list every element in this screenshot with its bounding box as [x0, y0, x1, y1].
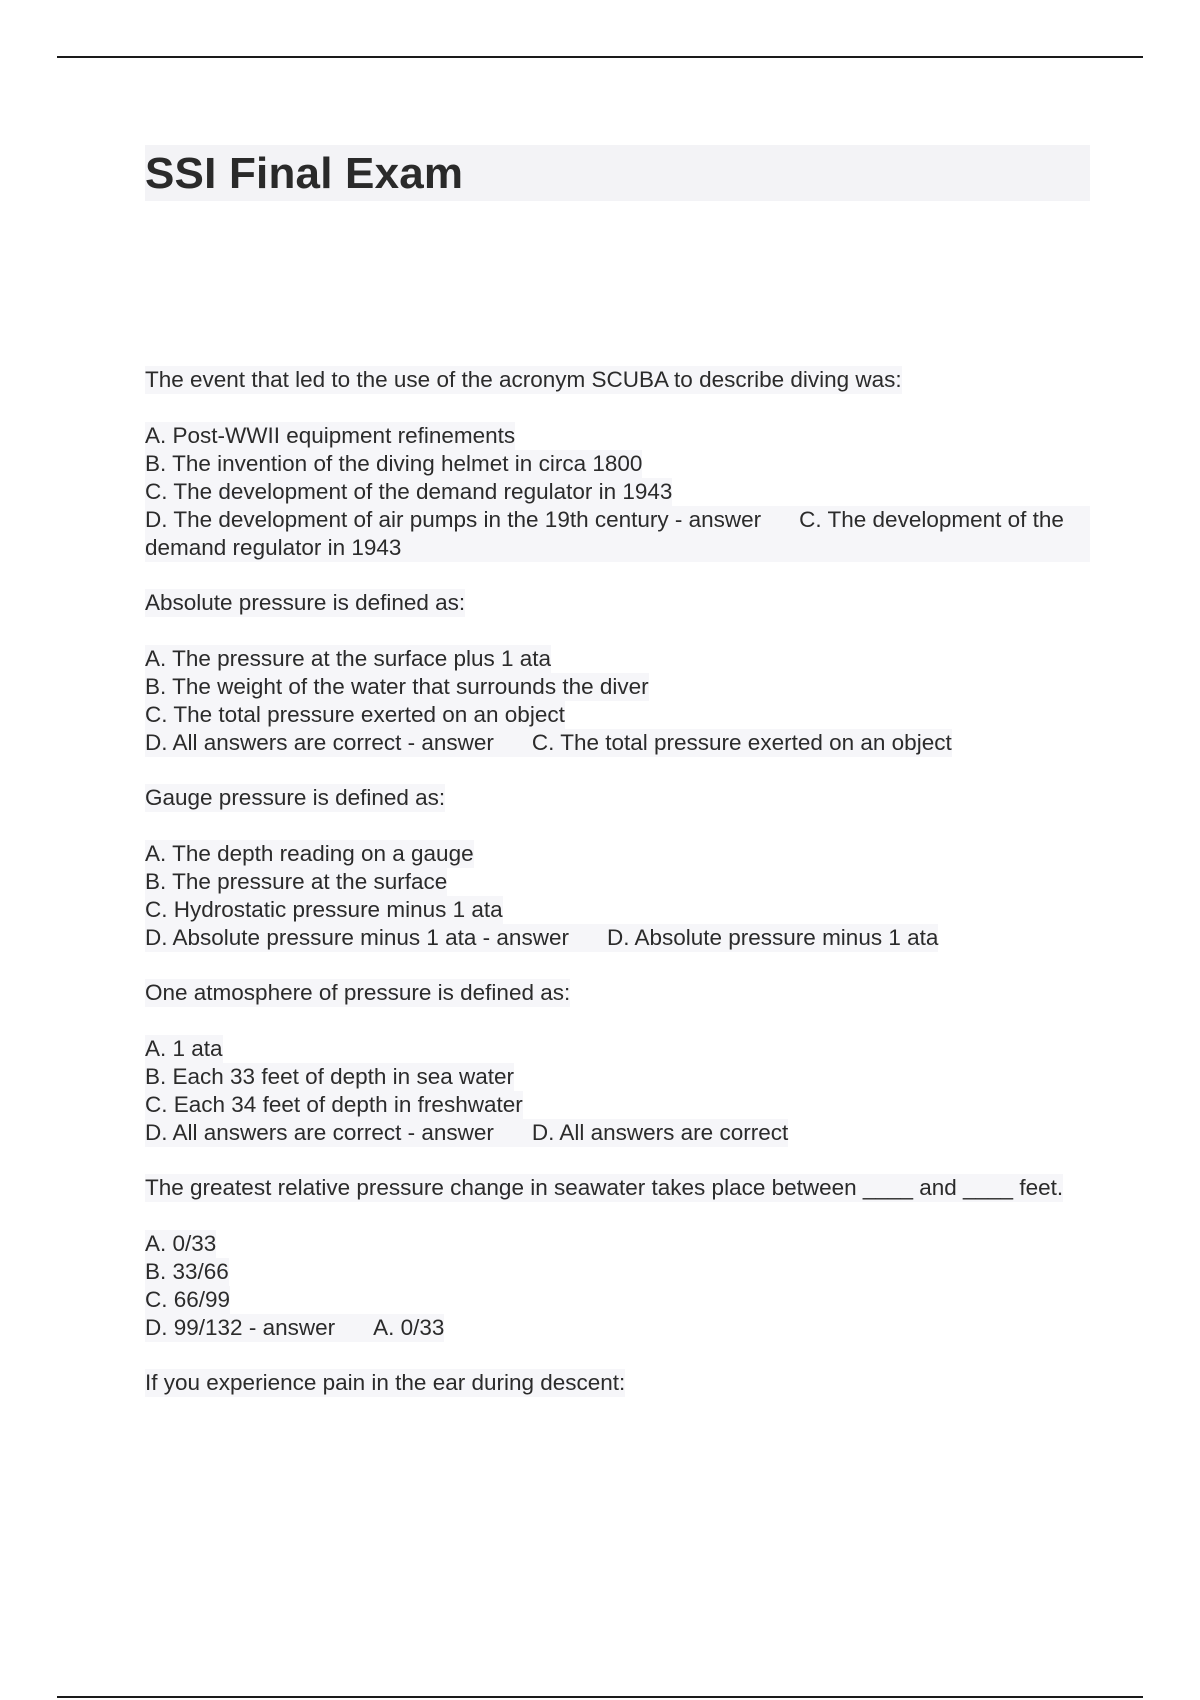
- question-text: The greatest relative pressure change in seawater takes place between ____ and ____ feet.: [145, 1175, 1064, 1200]
- answer-text: C. The total pressure exerted on an object: [531, 730, 952, 755]
- answer-line: [145, 506, 1090, 562]
- option-a: A. Post-WWII equipment refinements: [145, 423, 516, 448]
- option-d: D. 99/132 - answer: [145, 1315, 336, 1340]
- bottom-rule: [57, 1696, 1143, 1698]
- question-text: One atmosphere of pressure is defined as:: [145, 980, 571, 1005]
- answer-text: C. The development of the demand regulator in 1943: [145, 507, 1064, 560]
- answer-line: [145, 1314, 444, 1342]
- question-4: [145, 979, 1090, 1147]
- question-3: [145, 784, 1090, 952]
- option-c: C. 66/99: [145, 1287, 231, 1312]
- question-5: [145, 1174, 1090, 1342]
- option-d: D. All answers are correct - answer: [145, 730, 494, 755]
- option-a: A. The depth reading on a gauge: [145, 841, 474, 866]
- question-6: [145, 1369, 1090, 1397]
- document-title: SSI Final Exam: [145, 149, 464, 198]
- question-1: [145, 366, 1090, 562]
- option-d: D. All answers are correct - answer: [145, 1120, 494, 1145]
- option-c: C. Hydrostatic pressure minus 1 ata: [145, 897, 503, 922]
- question-text: If you experience pain in the ear during descent:: [145, 1370, 626, 1395]
- option-a: A. 1 ata: [145, 1036, 223, 1061]
- option-b: B. The weight of the water that surrounds the diver: [145, 674, 649, 699]
- answer-line: [145, 924, 938, 952]
- option-b: B. The pressure at the surface: [145, 869, 448, 894]
- option-d: D. Absolute pressure minus 1 ata - answer: [145, 925, 569, 950]
- question-2: [145, 589, 1090, 757]
- question-text: The event that led to the use of the acronym SCUBA to describe diving was:: [145, 367, 902, 392]
- top-rule: [57, 56, 1143, 58]
- option-c: C. The development of the demand regulator in 1943: [145, 479, 673, 504]
- answer-text: A. 0/33: [373, 1315, 445, 1340]
- question-text: Gauge pressure is defined as:: [145, 785, 446, 810]
- option-a: A. 0/33: [145, 1231, 217, 1256]
- option-a: A. The pressure at the surface plus 1 ata: [145, 646, 552, 671]
- answer-line: [145, 1119, 788, 1147]
- option-c: C. The total pressure exerted on an object: [145, 702, 565, 727]
- option-d: D. The development of air pumps in the 19th century - answer: [145, 507, 762, 532]
- answer-text: D. Absolute pressure minus 1 ata: [606, 925, 939, 950]
- option-b: B. 33/66: [145, 1259, 229, 1284]
- question-list: [145, 366, 1090, 1425]
- option-b: B. The invention of the diving helmet in circa 1800: [145, 451, 643, 476]
- answer-text: D. All answers are correct: [531, 1120, 789, 1145]
- option-c: C. Each 34 feet of depth in freshwater: [145, 1092, 523, 1117]
- answer-line: [145, 729, 952, 757]
- question-text: Absolute pressure is defined as:: [145, 590, 466, 615]
- option-b: B. Each 33 feet of depth in sea water: [145, 1064, 514, 1089]
